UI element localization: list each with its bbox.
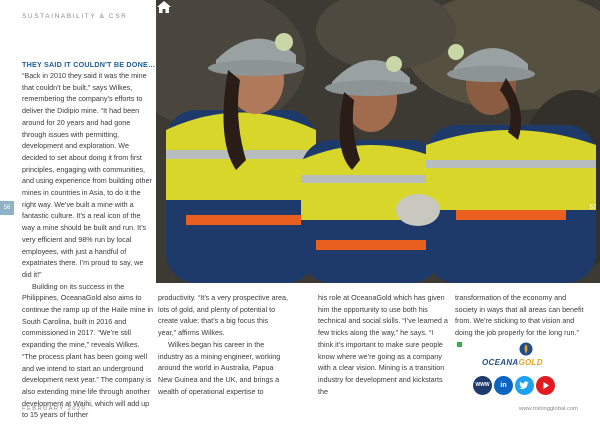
oceanagold-logo[interactable] bbox=[480, 342, 570, 372]
twitter-bird-icon bbox=[515, 376, 534, 395]
footer-website-link[interactable]: www.miningglobal.com bbox=[519, 406, 578, 412]
linkedin-icon[interactable]: in bbox=[494, 376, 513, 395]
twitter-icon[interactable] bbox=[515, 376, 534, 395]
paragraph: Building on its success in the Philippines, OceanaGold also aims to continue the ramp up of the Haile mine in South Carolina, built in 2016 and commissioned in 2017. “We’re still expanding the mine,” reveals Wilkes. “The process plant has been going well and we intend to start an underground development next year.” The company is also extending mine life through another development at Waihi, which will add up to 15 years of further bbox=[22, 281, 154, 420]
article-headline: THEY SAID IT COULDN'T BE DONE… bbox=[22, 60, 156, 69]
section-header: SUSTAINABILITY & CSR bbox=[22, 13, 128, 20]
logo-wordmark: OCEANAGOLD bbox=[482, 358, 543, 367]
paragraph: productivity. “It’s a very prospective area, lots of gold, and plenty of potential to create value: that’s a big focus this year,” affirms Wilkes. bbox=[158, 293, 288, 338]
page-number-right: 57 bbox=[589, 205, 597, 211]
miners-illustration bbox=[156, 0, 600, 283]
column-left bbox=[22, 70, 154, 421]
page-number-left: 56 bbox=[0, 201, 14, 215]
rock-sample bbox=[396, 194, 440, 226]
paragraph: “Back in 2010 they said it was the mine that couldn’t be built,” says Wilkes, remembering the company’s efforts to deliver the Didipio mine. “It had been around for 20 years and had gone through issues with permitting, development and exploration. We decided to set about doing it from first principles, engaging with communities, and using experience from building other mines in countries in Asia, to do it the right way. We’ve built a mine with a fantastic culture. It’s a real icon of the way a mine should be built and run. It’s very efficient and 98% run by local employees, with just a handful of expatriates there. I’m proud to say, we did it!” bbox=[22, 71, 152, 279]
website-icon[interactable]: WWW bbox=[473, 376, 492, 395]
column-3 bbox=[318, 292, 448, 397]
youtube-icon[interactable] bbox=[536, 376, 555, 395]
paragraph: transformation of the economy and society in ways that all areas can benefit from. We’re sticking to that vision and doing the job properly for the long run.” bbox=[455, 293, 584, 338]
paragraph: Wilkes began his career in the industry as a mining engineer, working around the world in Australia, Papua New Guinea and the UK, and brings a wealth of operational expertise to bbox=[158, 339, 281, 396]
column-2 bbox=[158, 292, 288, 397]
end-of-article-icon bbox=[457, 342, 462, 347]
footer-date: FEBRUARY 2020 bbox=[22, 406, 87, 412]
home-icon[interactable] bbox=[156, 0, 172, 14]
paragraph: his role at OceanaGold which has given him the opportunity to use both his technical and social skills. “I’ve learned a few tricks along the way,” he says. “I think it’s important to make sure people know where we’re going as a company with a clear vision. Mining is a transition industry for development and kickstarts the bbox=[318, 293, 448, 396]
logo-flame-icon bbox=[519, 342, 533, 356]
miners-photo bbox=[156, 0, 600, 283]
play-icon bbox=[536, 376, 555, 395]
